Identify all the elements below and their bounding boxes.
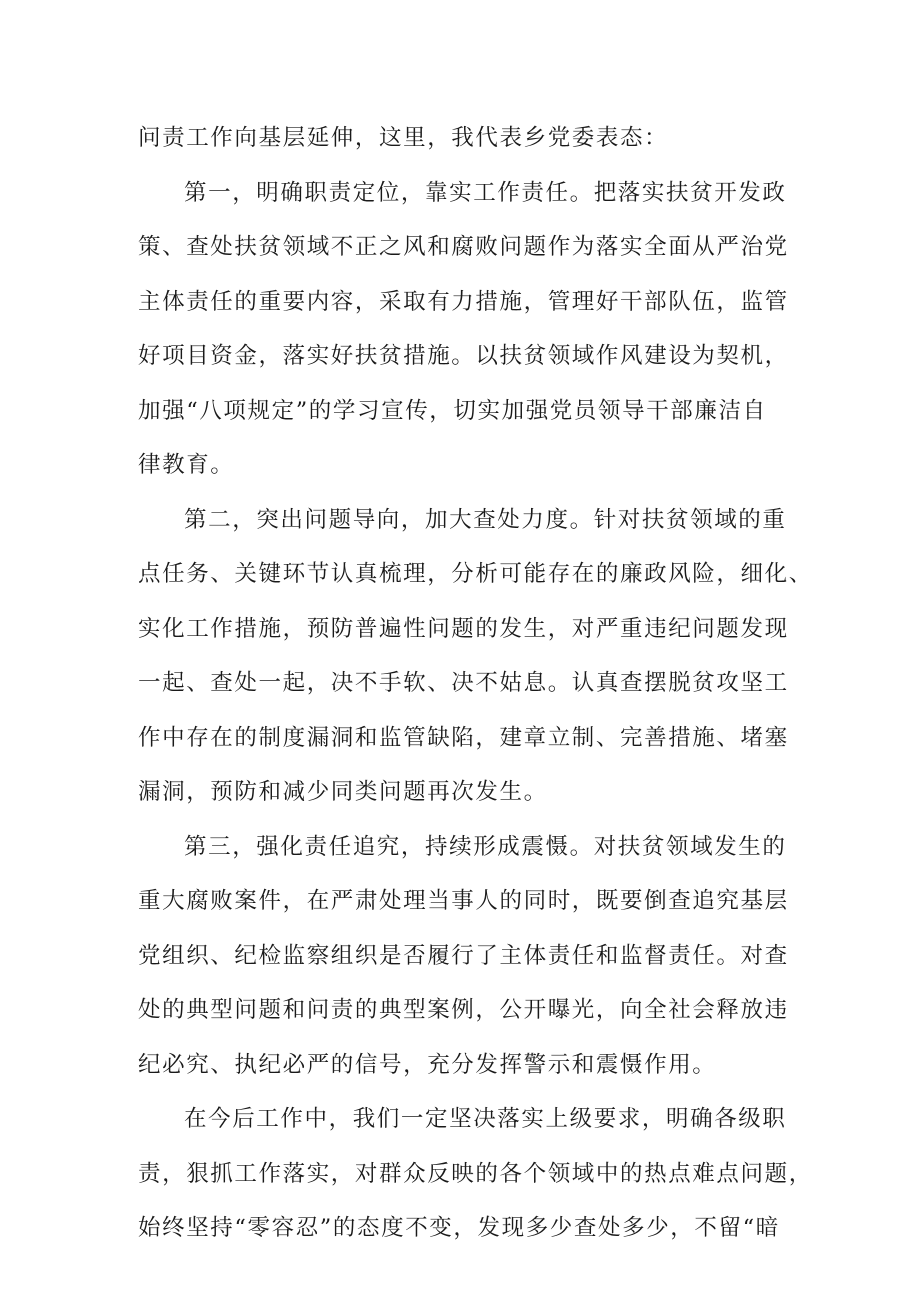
text-line: 责，狠抓工作落实，对群众反映的各个领域中的热点难点问题， [138,1160,813,1187]
text-line: 加强“八项规定”的学习宣传，切实加强党员领导干部廉洁自 [138,397,767,424]
text-line: 始终坚持“零容忍”的态度不变，发现多少查处多少，不留“暗 [138,1215,780,1241]
document-body [138,111,813,1256]
text-line: 点任务、关键环节认真梳理，分析可能存在的廉政风险，细化、 [138,561,813,587]
paragraph-1-first-line: 第一，明确职责定位，靠实工作责任。把落实扶贫开发政 [184,179,787,206]
text-line: 处的典型问题和问责的典型案例，公开曝光，向全社会释放违 [138,997,789,1023]
text-line: 问责工作向基层延伸，这里，我代表乡党委表态： [138,125,669,151]
paragraph-4-first-line: 在今后工作中，我们一定坚决落实上级要求，明确各级职 [184,1106,787,1132]
text-line: 主体责任的重要内容，采取有力措施，管理好干部队伍，监管 [138,288,789,315]
text-line: 实化工作措施，预防普遍性问题的发生，对严重违纪问题发现 [138,615,789,642]
text-line: 一起、查处一起，决不手软、决不姑息。认真查摆脱贫攻坚工 [138,670,789,696]
text-line: 漏洞，预防和减少同类问题再次发生。 [138,779,548,805]
text-line: 作中存在的制度漏洞和监管缺陷，建章立制、完善措施、堵塞 [138,724,789,751]
text-line: 纪必究、执纪必严的信号，充分发挥警示和震慑作用。 [138,1051,717,1078]
text-line: 律教育。 [138,452,235,478]
text-line: 好项目资金，落实好扶贫措施。以扶贫领域作风建设为契机， [138,343,789,369]
paragraph-2-first-line: 第二，突出问题导向，加大查处力度。针对扶贫领域的重 [184,506,787,533]
text-line: 党组织、纪检监察组织是否履行了主体责任和监督责任。对查 [138,942,789,969]
text-line: 策、查处扶贫领域不正之风和腐败问题作为落实全面从严治党 [138,234,789,260]
text-line: 重大腐败案件，在严肃处理当事人的同时，既要倒查追究基层 [138,888,789,914]
paragraph-3-first-line: 第三，强化责任追究，持续形成震慑。对扶贫领域发生的 [184,833,787,860]
